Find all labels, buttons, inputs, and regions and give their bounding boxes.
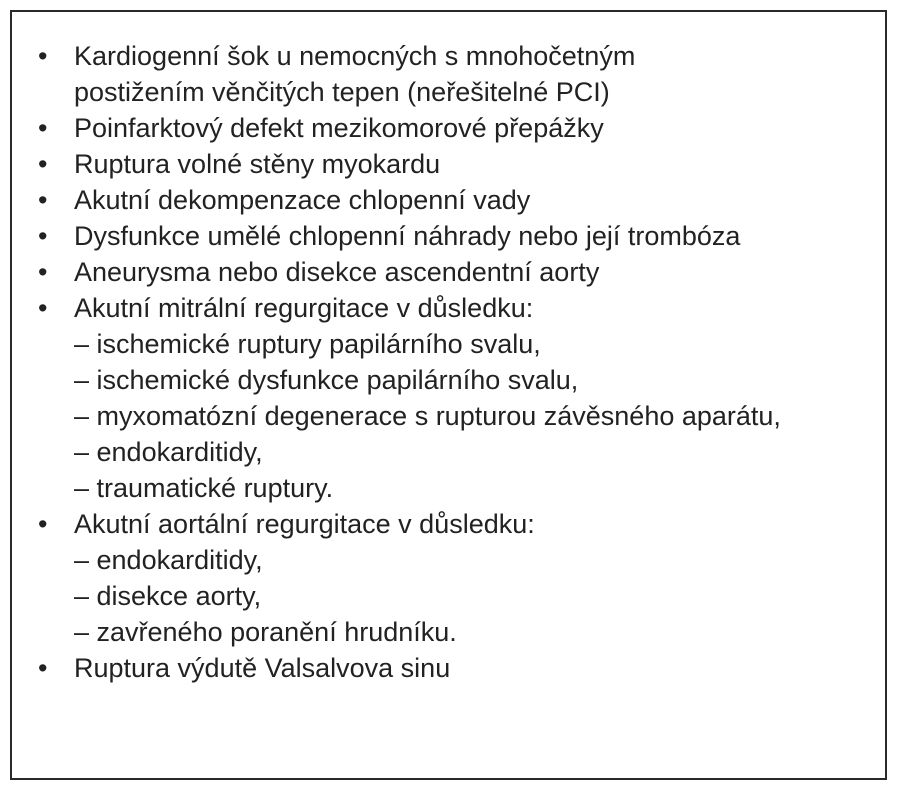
list-item-text: Akutní dekompenzace chlopenní vady bbox=[74, 185, 531, 215]
bullet-icon: • bbox=[38, 185, 48, 215]
list-item-aortic-aneurysm bbox=[37, 254, 781, 290]
list-item-text: Ruptura výdutě Valsalvova sinu bbox=[74, 653, 451, 683]
list-item-text: Akutní aortální regurgitace v důsledku: bbox=[74, 509, 535, 539]
list-item-aortic-regurgitation bbox=[37, 506, 781, 650]
sub-item: – myxomatózní degenerace s rupturou závěsného aparátu, bbox=[74, 401, 781, 431]
bullet-icon: • bbox=[38, 41, 48, 71]
list-item-text: Akutní mitrální regurgitace v důsledku: bbox=[74, 293, 534, 323]
bullet-icon: • bbox=[38, 653, 48, 683]
list-item-mitral-regurgitation bbox=[37, 290, 781, 506]
list-item-text: Aneurysma nebo disekce ascendentní aorty bbox=[74, 257, 600, 287]
list-item-cardiogenic-shock bbox=[37, 38, 781, 110]
list-item-text: Dysfunkce umělé chlopenní náhrady nebo její trombóza bbox=[74, 221, 741, 251]
bullet-icon: • bbox=[38, 293, 48, 323]
sub-item: – ischemické dysfunkce papilárního svalu, bbox=[74, 365, 579, 395]
bullet-icon: • bbox=[38, 149, 48, 179]
sub-item: – endokarditidy, bbox=[74, 437, 263, 467]
sub-item: – endokarditidy, bbox=[74, 545, 263, 575]
bullet-icon: • bbox=[38, 257, 48, 287]
sub-item: – disekce aorty, bbox=[74, 581, 262, 611]
list-item-text: postižením věnčitých tepen (neřešitelné PCI) bbox=[74, 77, 610, 107]
bullet-icon: • bbox=[38, 113, 48, 143]
list-item-valsalva-rupture bbox=[37, 650, 781, 686]
sub-item: – ischemické ruptury papilárního svalu, bbox=[74, 329, 541, 359]
sub-item: – zavřeného poranění hrudníku. bbox=[74, 617, 457, 647]
list-item-text: Ruptura volné stěny myokardu bbox=[74, 149, 441, 179]
list-item-text: Kardiogenní šok u nemocných s mnohočetným bbox=[74, 41, 636, 71]
list-item-free-wall-rupture bbox=[37, 146, 781, 182]
list-item-valve-decompensation bbox=[37, 182, 781, 218]
sub-item: – traumatické ruptury. bbox=[74, 473, 334, 503]
indications-list bbox=[37, 38, 781, 686]
bullet-icon: • bbox=[38, 509, 48, 539]
list-item-septal-defect bbox=[37, 110, 781, 146]
indications-box bbox=[10, 10, 887, 780]
bullet-icon: • bbox=[38, 221, 48, 251]
list-item-prosthetic-valve bbox=[37, 218, 781, 254]
list-item-text: Poinfarktový defekt mezikomorové přepážky bbox=[74, 113, 604, 143]
